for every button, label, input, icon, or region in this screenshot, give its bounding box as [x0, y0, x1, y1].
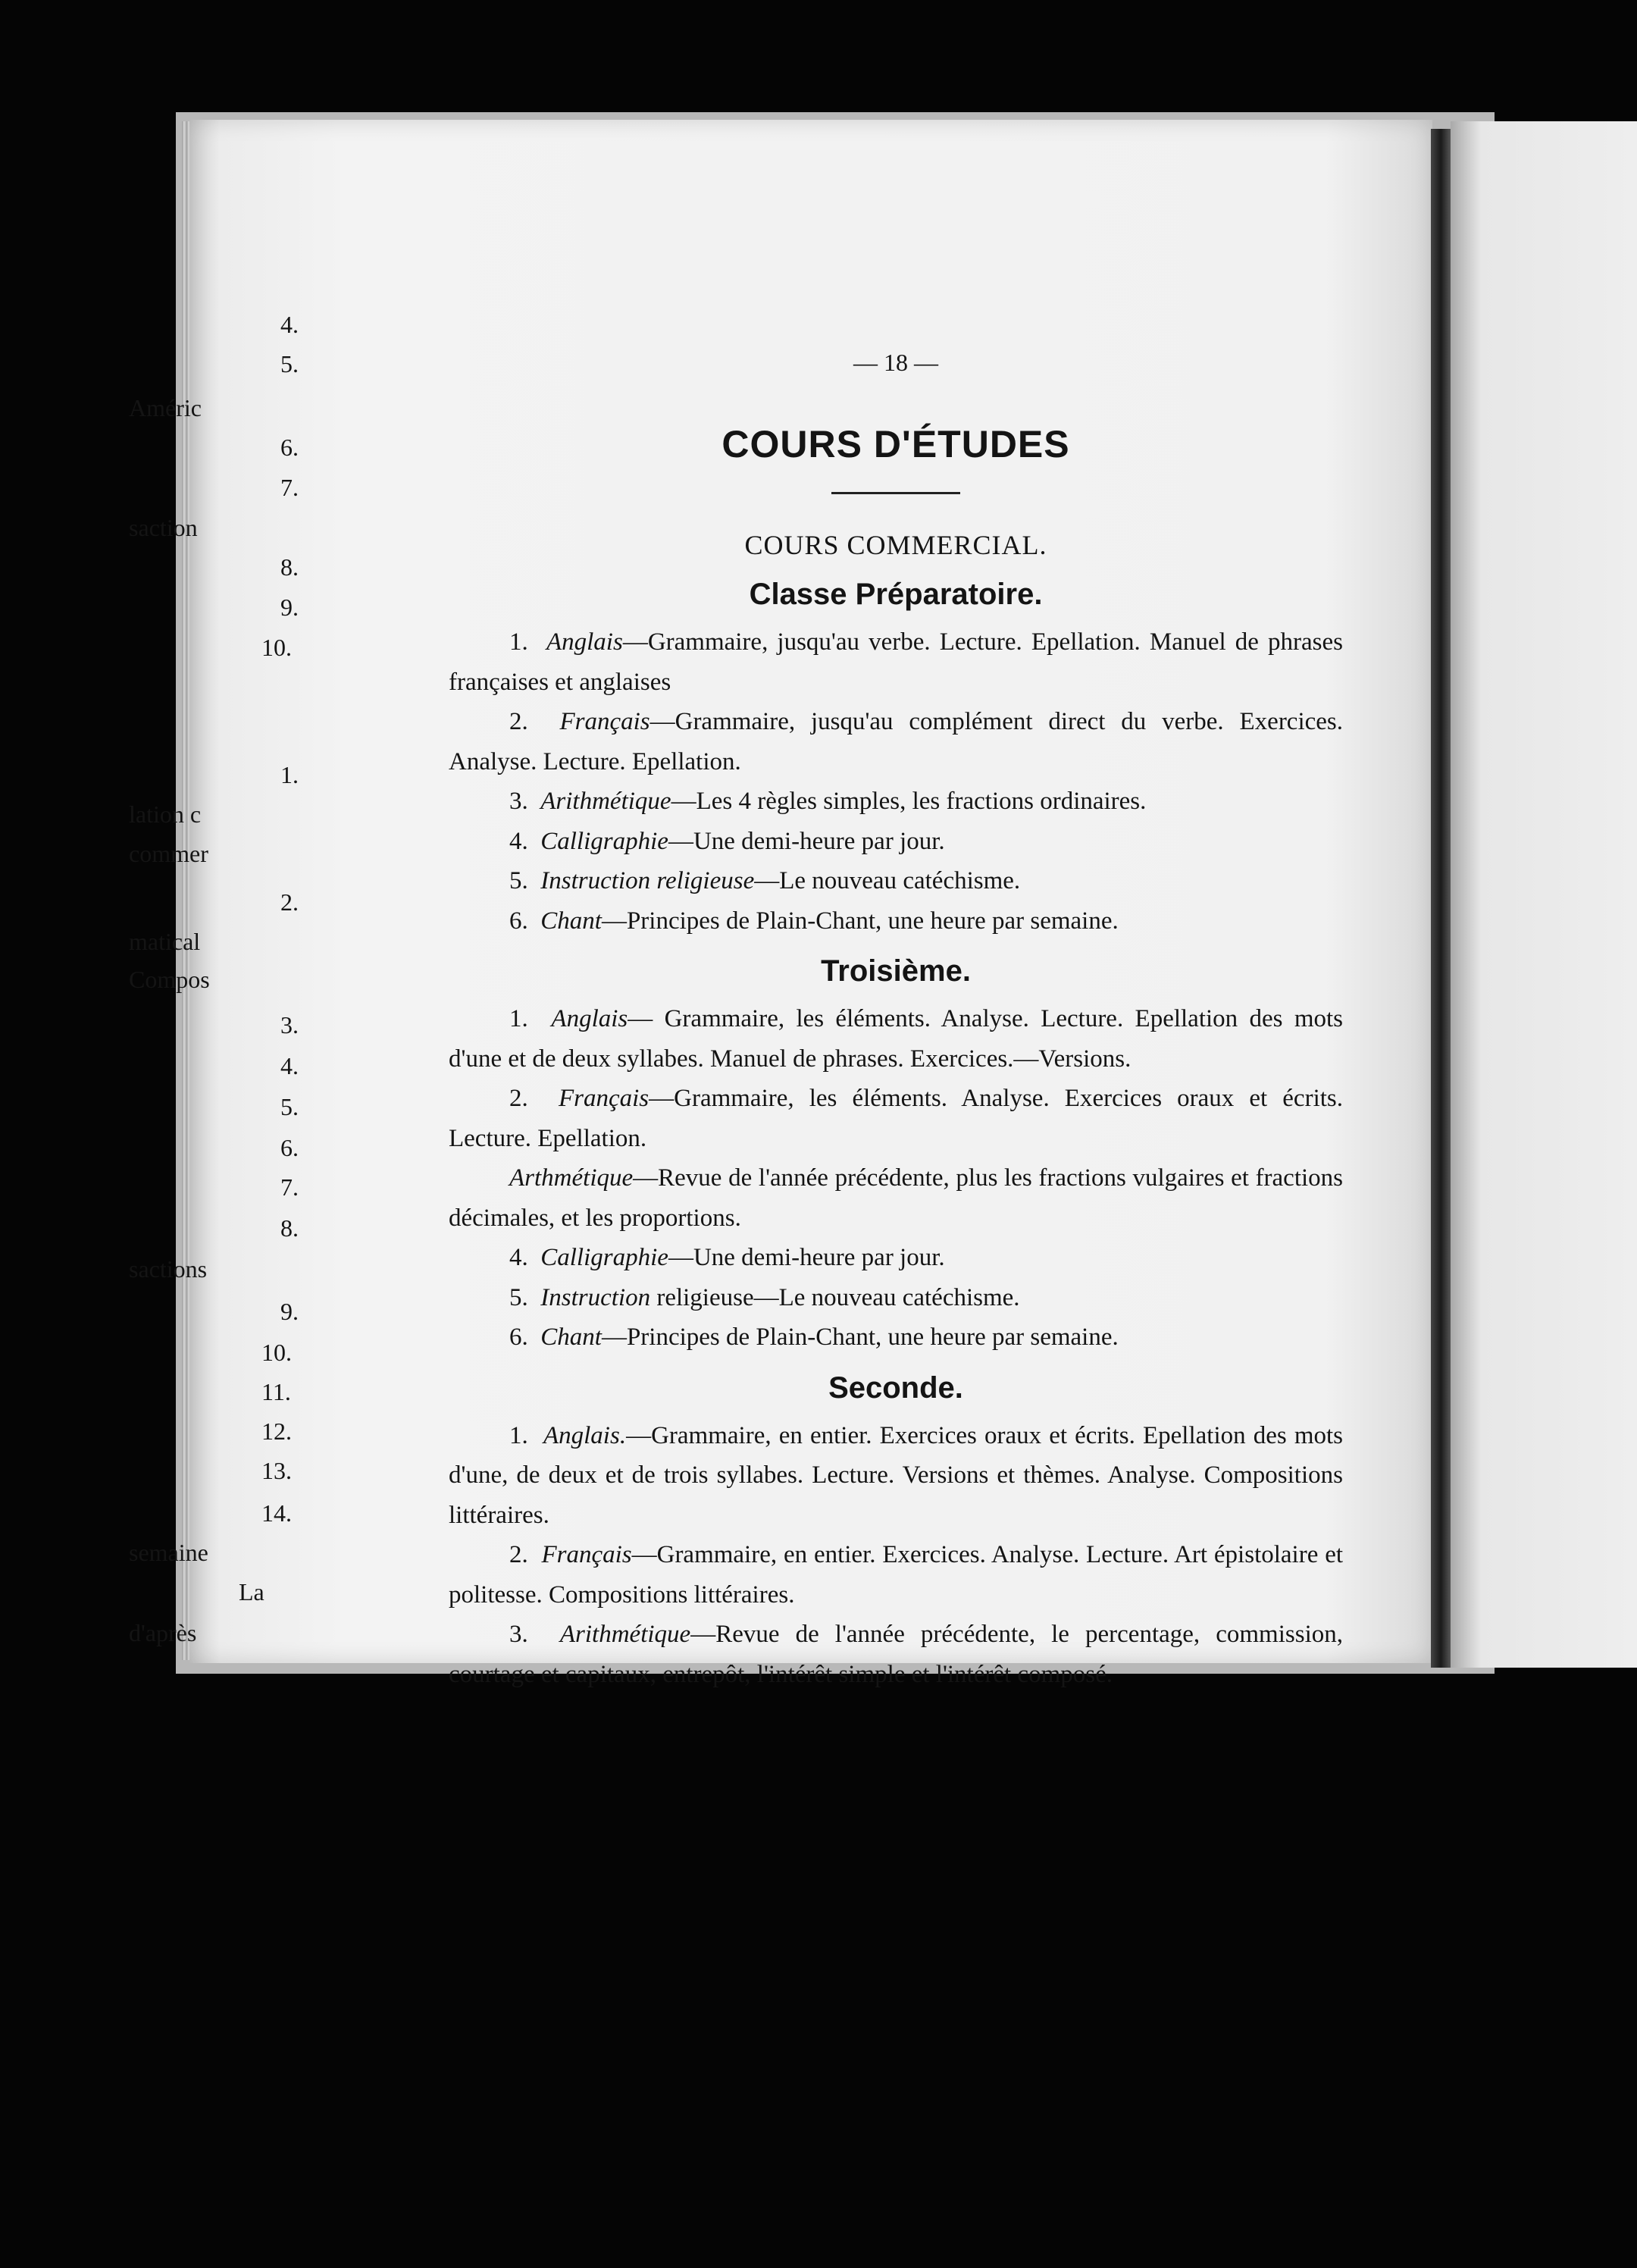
right-page-fragment: d'après [129, 1619, 197, 1646]
subject-name: Chant [540, 907, 602, 935]
subject-name: Instruction religieuse [540, 867, 755, 894]
item-number: 3. [509, 788, 541, 815]
class-heading: Classe Préparatoire. [749, 578, 1043, 611]
subject-item [449, 999, 1343, 1079]
right-page-fragment: Compos [129, 966, 210, 993]
page-content [449, 349, 1343, 1694]
subject-name: Calligraphie [540, 827, 668, 855]
class-heading: Seconde. [828, 1371, 963, 1405]
item-number: 6. [509, 1324, 541, 1351]
subject-name: Anglais [551, 1005, 628, 1032]
right-page-fragment: 7. [280, 1173, 299, 1201]
page-title: COURS D'ÉTUDES [721, 423, 1070, 465]
subject-name: Français [541, 1541, 632, 1568]
subject-description: —Revue de l'année précédente, le percentage, commission, courtage et capitaux, entrepôt, l'intérêt simple et l'intérêt composé. [449, 1621, 1343, 1688]
subject-list [449, 999, 1343, 1358]
subject-description: —Grammaire, jusqu'au complément direct du verbe. Exercices. Analyse. Lecture. Epellation. [449, 708, 1344, 775]
subject-item [449, 1238, 1343, 1278]
subject-item [449, 861, 1343, 901]
subject-item [449, 1416, 1343, 1536]
right-page-fragment: Améric [129, 394, 202, 421]
subject-item [449, 1615, 1343, 1694]
subject-name: Arithmétique [559, 1621, 691, 1648]
subject-item [449, 1535, 1343, 1615]
subject-description: religieuse—Le nouveau catéchisme. [650, 1283, 1020, 1311]
subject-item [449, 901, 1343, 941]
subject-description: —Grammaire, en entier. Exercices oraux et écrits. Epellation des mots d'une, de deux et de trois syllabes. Lecture. Versions et thèmes. Analyse. Compositions littéraires. [449, 1421, 1344, 1529]
subject-description: —Principes de Plain-Chant, une heure par semaine. [601, 1324, 1119, 1351]
right-page-fragment: matical [129, 928, 201, 955]
right-page-fragment: 6. [280, 1134, 299, 1161]
subject-list [449, 622, 1343, 941]
right-page-fragment: 13. [261, 1457, 292, 1484]
right-page-fragment: 2. [280, 888, 299, 916]
subject-name: Anglais. [543, 1421, 627, 1449]
right-page-fragment: 10. [261, 634, 292, 661]
class-list [449, 578, 1343, 1694]
subject-description: —Grammaire, les éléments. Analyse. Exercices oraux et écrits. Lecture. Epellation. [449, 1085, 1343, 1152]
right-page-fragment: La [239, 1578, 264, 1605]
subject-name: Français [558, 1085, 649, 1112]
item-number: 5. [509, 867, 541, 894]
right-page-fragment: 7. [280, 474, 299, 501]
subject-item [449, 822, 1343, 862]
item-number: 6. [509, 907, 541, 935]
book-gutter [1431, 129, 1451, 1668]
right-page-fragment: 9. [280, 594, 299, 621]
right-page-fragment: semaine [129, 1539, 208, 1566]
subject-name: Calligraphie [540, 1244, 668, 1271]
item-number: 2. [509, 1085, 559, 1112]
subject-description: —Les 4 règles simples, les fractions ordinaires. [671, 788, 1147, 815]
subject-name: Français [559, 708, 650, 735]
subject-description: — Grammaire, les éléments. Analyse. Lecture. Epellation des mots d'une et de deux syllabes. Manuel de phrases. Exercices.—Versions. [449, 1005, 1343, 1073]
right-page-fragment: 8. [280, 553, 299, 581]
right-page-fragment: 8. [280, 1214, 299, 1242]
subject-name: Anglais [546, 628, 623, 656]
title-divider [831, 492, 960, 494]
subject-description: —Revue de l'année précédente, plus les fractions vulgaires et fractions décimales, et les proportions. [449, 1164, 1343, 1232]
right-page-fragment: 5. [280, 350, 299, 377]
item-number: 4. [509, 827, 541, 855]
subject-name: Arithmétique [540, 788, 671, 815]
subject-name: Instruction [540, 1283, 651, 1311]
subject-description: —Grammaire, jusqu'au verbe. Lecture. Epellation. Manuel de phrases françaises et anglaises [449, 628, 1343, 696]
subject-description: —Le nouveau catéchisme. [754, 867, 1021, 894]
subject-description: —Grammaire, en entier. Exercices. Analyse. Lecture. Art épistolaire et politesse. Compositions littéraires. [449, 1541, 1344, 1609]
subject-item [449, 1158, 1343, 1238]
item-number: 2. [509, 708, 560, 735]
item-number: 3. [509, 1621, 560, 1648]
right-page-fragment: 9. [280, 1298, 299, 1325]
right-page-fragment: 1. [280, 761, 299, 788]
right-page-fragment: 14. [261, 1499, 292, 1527]
item-number: 1. [509, 1005, 552, 1032]
subject-description: —Principes de Plain-Chant, une heure par semaine. [601, 907, 1119, 935]
subject-description: —Une demi-heure par jour. [668, 1244, 945, 1271]
subject-name: Arthmétique [509, 1164, 634, 1192]
right-page-fragment: 4. [280, 311, 299, 338]
right-page-fragment: commer [129, 840, 208, 867]
subject-name: Chant [540, 1324, 602, 1351]
right-page-fragment: 12. [261, 1418, 292, 1445]
right-page-fragment: 10. [261, 1339, 292, 1366]
page-number: — 18 — [853, 349, 938, 376]
right-page-fragment: 3. [280, 1011, 299, 1038]
item-number: 4. [509, 1244, 541, 1271]
subject-item [449, 1278, 1343, 1318]
item-number: 1. [509, 1421, 543, 1449]
right-page-fragment: lation c [129, 800, 202, 828]
right-page-fragment: 6. [280, 434, 299, 461]
subject-item [449, 1317, 1343, 1358]
right-page-fragment: 4. [280, 1052, 299, 1079]
right-page-fragment: saction [129, 514, 198, 541]
section-title: COURS COMMERCIAL. [744, 530, 1047, 560]
right-page-fragment: 5. [280, 1093, 299, 1120]
item-number: 1. [509, 628, 546, 656]
subject-description: —Une demi-heure par jour. [668, 827, 945, 855]
subject-list [449, 1416, 1343, 1695]
subject-item [449, 782, 1343, 822]
subject-item [449, 622, 1343, 702]
subject-item [449, 1079, 1343, 1158]
subject-item [449, 702, 1343, 782]
right-page-fragment: 11. [261, 1378, 291, 1405]
right-page-fragment: sactions [129, 1255, 208, 1283]
item-number: 5. [509, 1283, 541, 1311]
item-number: 2. [509, 1541, 542, 1568]
class-heading: Troisième. [821, 954, 971, 988]
